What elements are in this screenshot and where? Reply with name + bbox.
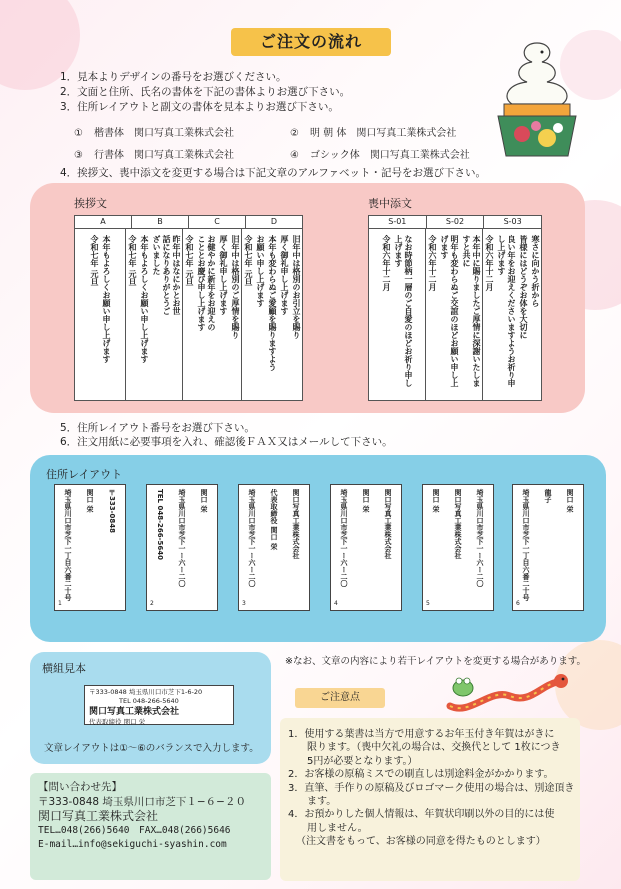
greeting-option-b: [126, 229, 183, 400]
font-option-sample: 関口写真工業株式会社: [134, 150, 234, 161]
layout-line: 埼玉県川口市芝下一ー六ー二〇: [340, 489, 348, 587]
mourning-option-s03: [483, 229, 541, 400]
greeting-line: 本年もよろしくお願い申し上げます: [102, 235, 111, 363]
address-layout-label: 住所レイアウト: [46, 468, 123, 481]
greeting-line: 令和七年 元旦: [185, 235, 194, 286]
caution-line: 5円が必要となります。）: [307, 755, 418, 767]
horizontal-sample-card: [84, 685, 234, 725]
greeting-option-a: [75, 229, 126, 400]
greeting-line: 厚く御礼申し上げます: [219, 235, 228, 315]
mourning-table: [368, 215, 542, 401]
caution-line: 用しません。: [307, 822, 368, 834]
sample-tel: TEL 048-266-5640: [119, 697, 179, 705]
layout-line: 関口写真工業株式会社: [384, 489, 392, 559]
font-option-style: 行書体: [94, 150, 124, 161]
horizontal-sample-caption: 文章レイアウトは①～⑥のバランスで入力します。: [44, 743, 259, 754]
layout-line: 埼玉県川口市芝下一丁目六番二十号: [64, 489, 72, 601]
step-6: 6．注文用紙に必要事項を入れ、確認後ＦＡＸ又はメールして下さい。: [60, 436, 393, 448]
address-layout-card-5: [422, 484, 494, 611]
contact-heading: 【問い合わせ先】: [38, 781, 122, 793]
layout-number: 5: [426, 600, 430, 607]
font-option-sample: 関口写真工業株式会社: [134, 128, 234, 139]
font-option-4: [290, 146, 470, 161]
layout-line: 関口写真工業株式会社: [454, 489, 462, 559]
font-option-style: ゴシック体: [310, 150, 360, 161]
greeting-line: 本年も変わらぬご愛顧を賜りますよう: [268, 235, 277, 371]
mourning-line: 令和六年十二月: [382, 235, 391, 291]
page-title: ご注文の流れ: [231, 28, 391, 56]
greeting-line: お健やかに新年をお迎えのこととお慶び申し上げます: [197, 235, 216, 331]
caution-line: 限ります。（喪中欠礼の場合は、交換代として 1枚につき: [307, 742, 561, 754]
greeting-header: D: [270, 217, 278, 226]
step-2: 2．文面と住所、氏名の書体を下記の書体よりお選び下さい。: [60, 86, 351, 98]
layout-number: 6: [516, 600, 520, 607]
address-layout-card-6: [512, 484, 584, 611]
caution-line: ます。: [307, 796, 337, 808]
mourning-line: 皆様にはどうぞお体を大切に: [519, 235, 528, 339]
caution-tag: ご注意点: [295, 688, 385, 708]
greeting-header: C: [189, 216, 246, 228]
contact-email[interactable]: E-mail…info@sekiguchi-syashin.com: [38, 839, 227, 850]
mourning-header: S-01: [369, 216, 427, 228]
mourning-line: 令和六年十二月: [428, 235, 437, 291]
greeting-line: 昨年中はなにかとお世話になりありがとうございました: [152, 235, 181, 315]
greeting-line: 令和七年 元旦: [244, 235, 253, 286]
sample-rep: 代表取締役 関口 栄: [89, 718, 146, 726]
mourning-label: 喪中添文: [368, 197, 412, 210]
greeting-header: B: [132, 216, 189, 228]
font-option-number: ①: [74, 128, 83, 139]
caution-line: 2．お客様の原稿ミスでの刷直しは別途料金がかかります。: [288, 769, 554, 781]
layout-note: ※なお、文章の内容により若干レイアウトを変更する場合があります。: [285, 656, 586, 667]
greeting-option-d: [242, 229, 302, 400]
layout-line: 関口 栄: [566, 489, 574, 513]
layout-number: 3: [242, 600, 246, 607]
mourning-line: なお時節柄一層のご自愛のほどお祈り申し上げます: [394, 235, 413, 387]
layout-line: 代表取締役 関口 栄: [270, 489, 278, 550]
mourning-header: S-02: [427, 216, 485, 228]
mourning-line: 明年も変わらぬご交誼のほどお願い申し上げます: [440, 235, 459, 387]
caution-line: （注文書をもって、お客様の同意を得たものとします）: [296, 836, 546, 848]
layout-number: 4: [334, 600, 338, 607]
caution-list: [288, 728, 578, 849]
layout-line: TEL 048-266-5640: [156, 489, 164, 560]
layout-line: 埼玉県川口市芝下一丁目六番二十号: [522, 489, 530, 601]
greeting-line: 令和七年 元旦: [90, 235, 99, 286]
contact-company: 関口写真工業株式会社: [38, 809, 159, 823]
step-4: 4．挨拶文、喪中添文を変更する場合は下記文章のアルファベット・記号をお選び下さい。: [60, 167, 487, 179]
greeting-label: 挨拶文: [74, 197, 107, 210]
layout-line: 埼玉県川口市芝下一ー六ー二〇: [248, 489, 256, 587]
address-layout-card-4: [330, 484, 402, 611]
layout-line: 関口 栄: [200, 489, 208, 513]
greeting-line: 厚く御礼申し上げます: [280, 235, 289, 315]
caution-line: 3．直筆、手作りの原稿及びロゴマーク使用の場合は、別途頂き: [288, 782, 575, 794]
step-1: 1．見本よりデザインの番号をお選びください。: [60, 71, 287, 83]
mourning-line: 本年中に賜りましたご厚情に深謝いたしますと共に: [462, 235, 481, 387]
greeting-option-c: [183, 229, 242, 400]
font-option-1: [74, 124, 234, 139]
font-option-2: [290, 124, 456, 139]
address-layout-card-1: [54, 484, 126, 611]
greeting-line: 令和七年 元旦: [128, 235, 137, 286]
step-5: 5．住所レイアウト番号をお選び下さい。: [60, 422, 255, 434]
mourning-line: 令和六年十二月: [485, 235, 494, 291]
greeting-table: [74, 215, 303, 401]
layout-number: 2: [150, 600, 154, 607]
font-option-sample: 関口写真工業株式会社: [356, 128, 457, 139]
kagami-mochi-illustration: [492, 38, 582, 163]
layout-line: 関口 栄: [362, 489, 370, 513]
font-option-style: 楷書体: [94, 128, 124, 139]
font-option-number: ③: [74, 150, 83, 161]
mourning-header: S-03: [503, 217, 522, 226]
contact-tel-fax: TEL…048(266)5640 FAX…048(266)5646: [38, 824, 231, 836]
mourning-option-s01: [369, 229, 426, 400]
layout-line: 〒333-0848: [108, 489, 116, 533]
address-layout-card-2: [146, 484, 218, 611]
mourning-line: 寒さに向かう折から: [531, 235, 540, 307]
layout-line: 龍子: [544, 489, 552, 503]
greeting-line: 旧年中は格別のご厚情を賜り: [231, 235, 240, 339]
font-option-number: ④: [290, 150, 299, 161]
greeting-header: A: [75, 216, 132, 228]
font-option-number: ②: [290, 128, 299, 139]
font-option-sample: 関口写真工業株式会社: [369, 150, 470, 161]
greeting-line: 旧年中は格別のお引立を賜り: [292, 235, 301, 339]
layout-line: 関口 栄: [432, 489, 440, 513]
font-option-3: [74, 146, 234, 161]
mourning-option-s02: [426, 229, 483, 400]
sample-address: 〒333-0848 埼玉県川口市芝下1-6-20: [89, 688, 203, 696]
horizontal-sample-label: 横組見本: [42, 662, 86, 675]
contact-info: [38, 780, 270, 853]
layout-line: 関口 栄: [86, 489, 94, 513]
greeting-line: 本年もよろしくお願い申し上げます: [140, 235, 149, 363]
layout-line: 埼玉県川口市芝下一ー六ー二〇: [476, 489, 484, 587]
contact-address: 〒333-0848 埼玉県川口市芝下１−６−２０: [38, 795, 246, 808]
layout-line: 埼玉県川口市芝下一ー六ー二〇: [178, 489, 186, 587]
caution-line: 4．お預かりした個人情報は、年賀状印刷以外の目的には使: [288, 809, 555, 821]
step-3: 3．住所レイアウトと副文の書体を見本よりお選び下さい。: [60, 101, 339, 113]
greeting-line: お願い申し上げます: [256, 235, 265, 307]
snake-frog-illustration: [445, 668, 575, 718]
layout-line: 関口写真工業株式会社: [292, 489, 300, 559]
font-option-style: 明 朝 体: [310, 128, 347, 139]
sample-company: 関口写真工業株式会社: [89, 707, 180, 717]
mourning-line: 良い年をお迎えくださいますようお祈り申し上げます: [497, 235, 516, 387]
caution-line: 1．使用する葉書は当方で用意するお年玉付き年賀はがきに: [288, 729, 555, 740]
address-layout-card-3: [238, 484, 310, 611]
layout-number: 1: [58, 600, 62, 607]
